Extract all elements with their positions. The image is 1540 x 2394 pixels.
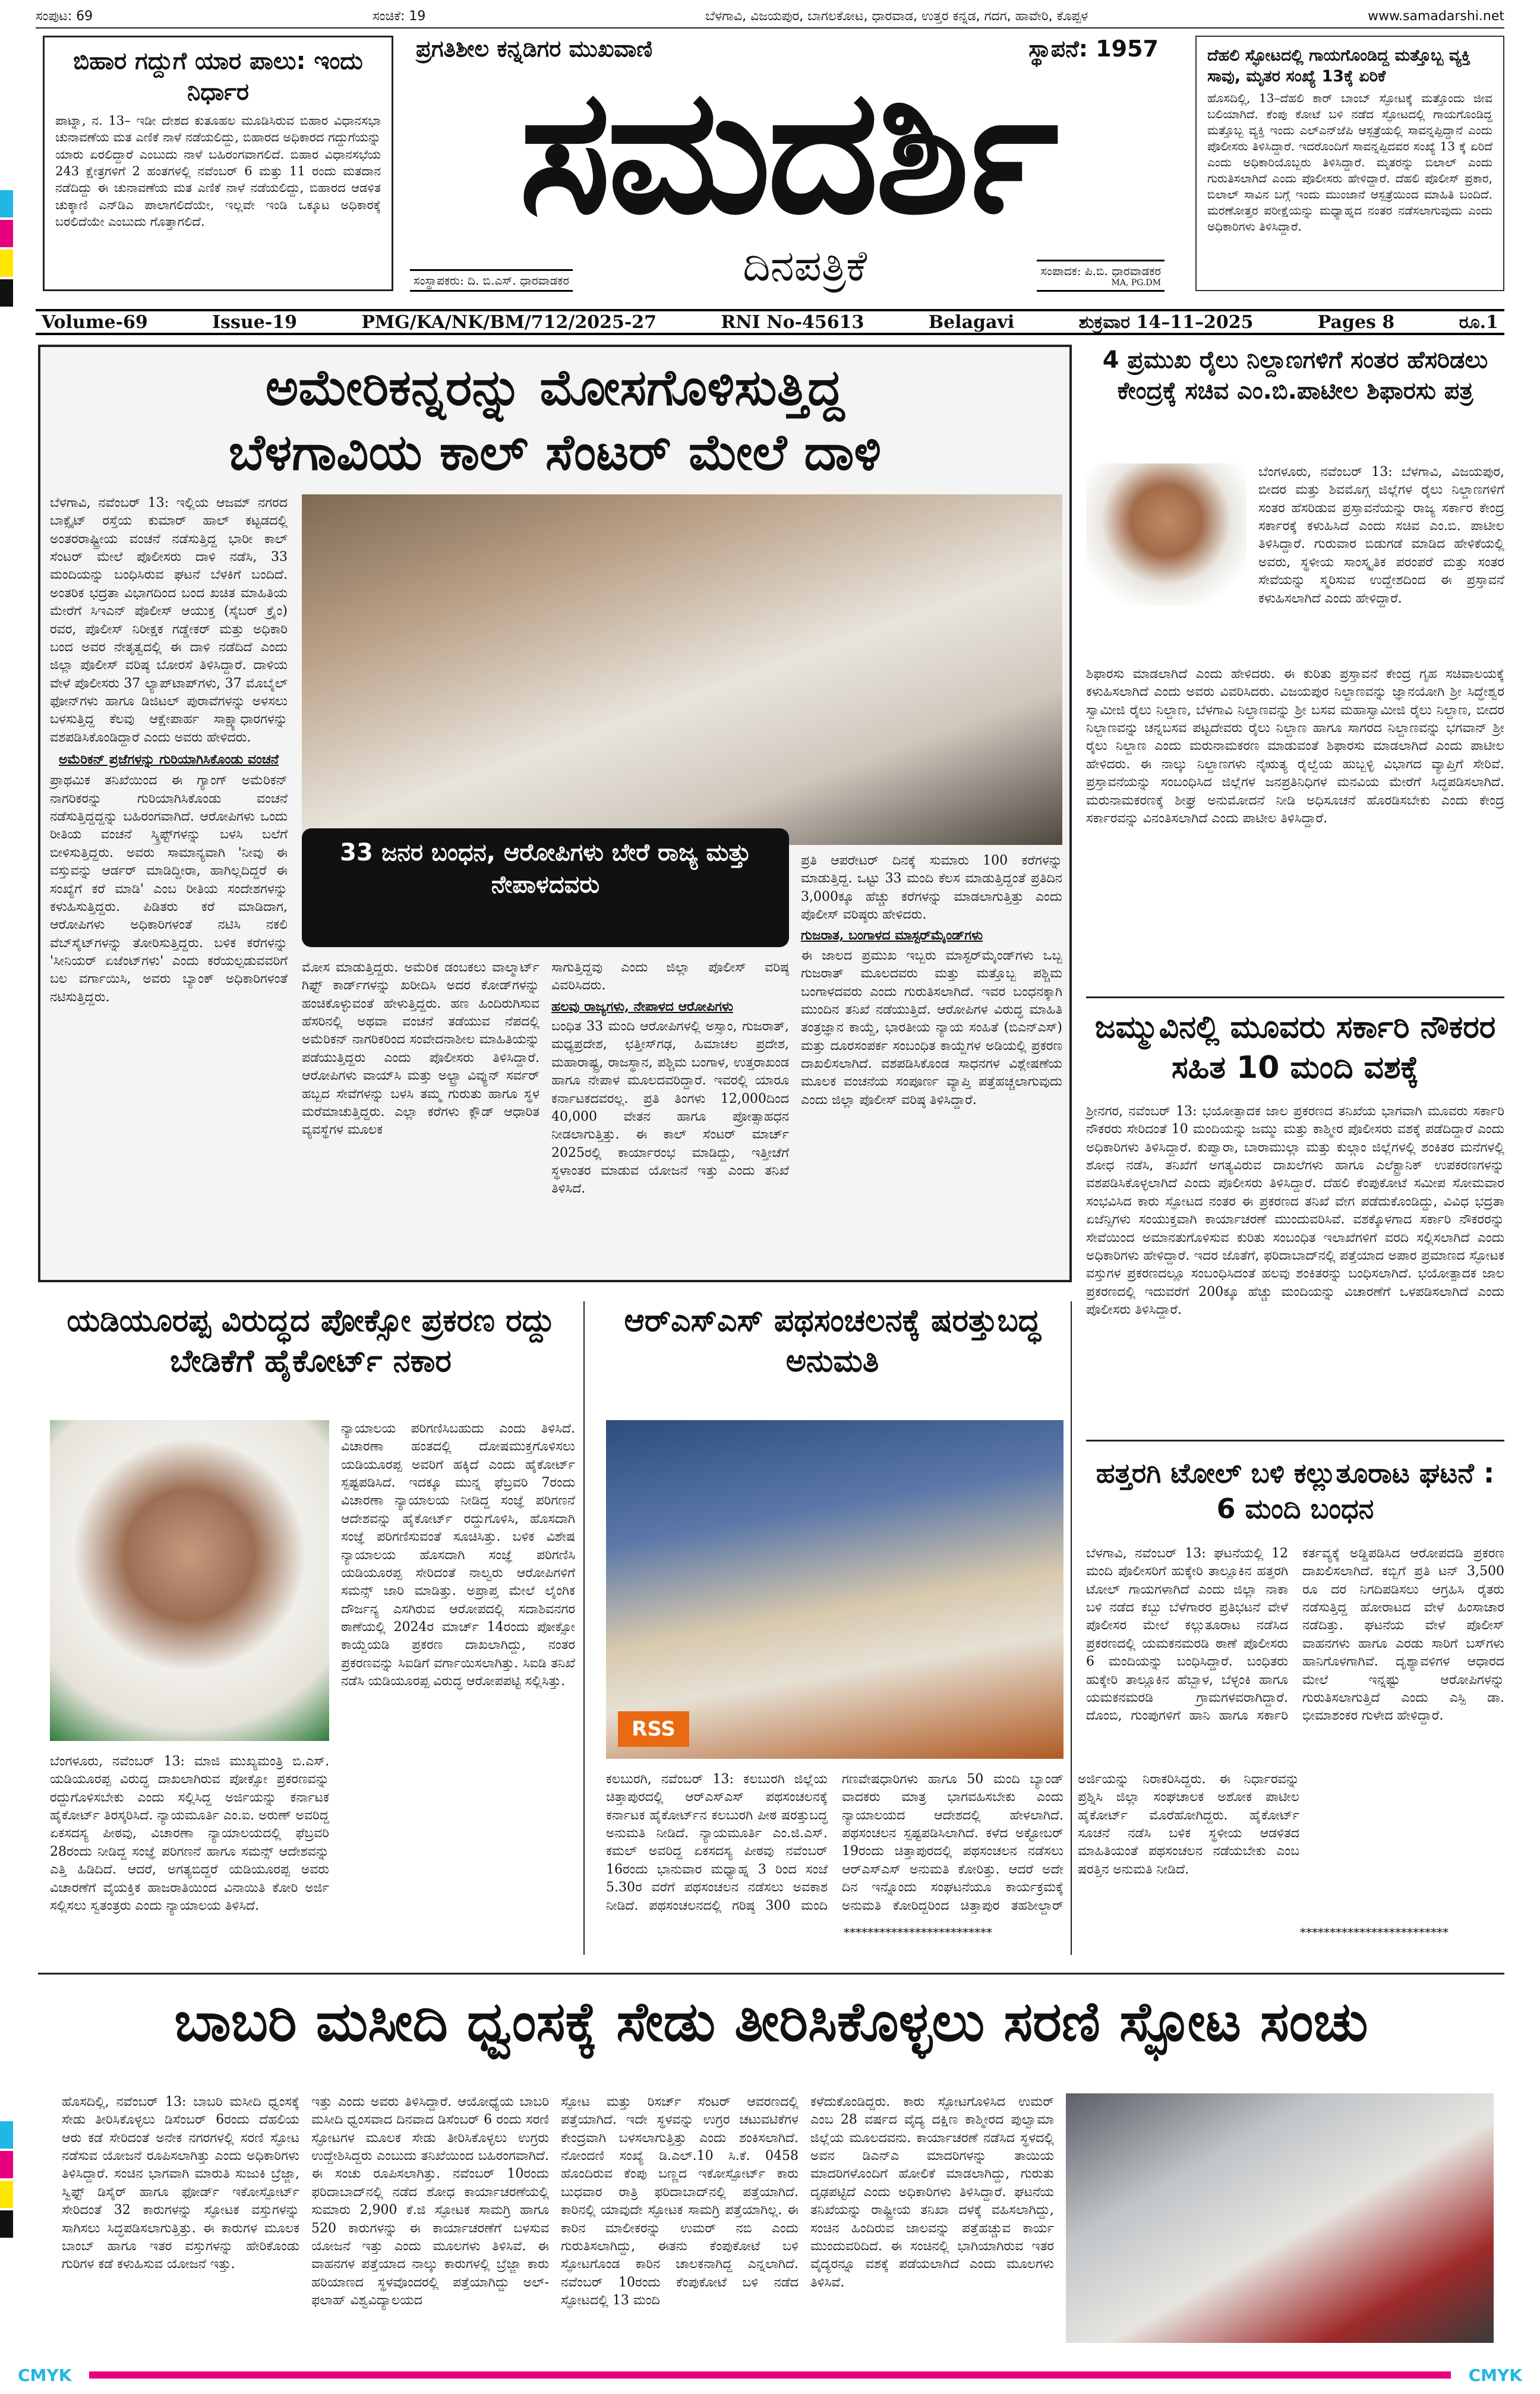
reg-bar-yellow-bottom bbox=[0, 2181, 13, 2208]
toll-story bbox=[1086, 1456, 1504, 1955]
railway-body-top: ಬೆಂಗಳೂರು, ನವೆಂಬರ್ 13: ಬೆಳಗಾವಿ, ವಿಜಯಪುರ, ಬೀದರ ಮತ್ತು ಶಿವಮೊಗ್ಗ ಜಿಲ್ಲೆಗಳ ರೈಲು ನಿಲ್ದಾಣಗಳಿಗೆ ಸಂತರ ಹೆಸರಿಡುವ ಪ್ರಸ್ತಾವನೆಯನ್ನು ರಾಜ್ಯ ಸರ್ಕಾರ ಕೇಂದ್ರ ಸರ್ಕಾರಕ್ಕೆ ಕಳುಹಿಸಿದೆ ಎಂದು ಸಚಿವ ಎಂ.ಬಿ. ಪಾಟೀಲ ತಿಳಿಸಿದ್ದಾರೆ. ಗುರುವಾರ ಬಿಡುಗಡೆ ಮಾಡಿದ ಹೇಳಿಕೆಯಲ್ಲಿ ಅವರು, ಸ್ಥಳೀಯ ಸಾಂಸ್ಕೃತಿಕ ಪರಂಪರೆ ಮತ್ತು ಸಂತರ ಸೇವೆಯನ್ನು ಸ್ಮರಿಸುವ ಉದ್ದೇಶದಿಂದ ಈ ಪ್ರಸ್ತಾವನೆ ಕಳುಹಿಸಲಾಗಿದೆ ಎಂದು ಹೇಳಿದ್ದಾರೆ. bbox=[1258, 465, 1504, 606]
masthead bbox=[410, 36, 1165, 303]
left-teaser-body: ಪಾಟ್ನಾ, ನ. 13– ಇಡೀ ದೇಶದ ಕುತೂಹಲ ಮೂಡಿಸಿರುವ ಬಿಹಾರ ವಿಧಾನಸಭಾ ಚುನಾವಣೆಯ ಮತ ಎಣಿಕೆ ನಾಳೆ ನಡೆಯಲಿದ್ದು, ಬಿಹಾರದ ಅಧಿಕಾರದ ಗದ್ದುಗೆಯನ್ನು ಯಾರು ಏರಲಿದ್ದಾರೆ ಎಂಬುದು ನಾಳೆ ಬಹಿರಂಗವಾಗಲಿದೆ. ಬಿಹಾರ ವಿಧಾನಸಭೆಯ 243 ಕ್ಷೇತ್ರಗಳಿಗೆ 2 ಹಂತಗಳಲ್ಲಿ ನವೆಂಬರ್ 6 ಮತ್ತು 11 ರಂದು ಮತದಾನ ನಡೆದಿದ್ದು ಈ ಚುನಾವಣೆಯ ಮತ ಎಣಿಕೆ ನಾಳೆ ನಡೆಯಲಿದ್ದು, ಬಿಹಾರದ ಆಡಳಿತ ಚುಕ್ಕಾಣಿ ಎನ್‌ಡಿಎ ಪಾಲಾಗಲಿದೆಯೇ, ಇಲ್ಲವೇ ಇಂಡಿ ಒಕ್ಕೂಟ ಅಧಿಕಾರಕ್ಕೆ ಬರಲಿದೆಯೇ ಎಂಬುದು ಗೊತ್ತಾಗಲಿದೆ. bbox=[55, 113, 381, 229]
right-teaser-title: ದೆಹಲಿ ಸ್ಫೋಟದಲ್ಲಿ ಗಾಯಗೊಂಡಿದ್ದ ಮತ್ತೊಬ್ಬ ವ್ಯಕ್ತಿ ಸಾವು, ಮೃತರ ಸಂಖ್ಯೆ 13ಕ್ಕೆ ಏರಿಕೆ bbox=[1207, 46, 1470, 86]
lead-col3-text: ಸಾಗುತ್ತಿದ್ದವು ಎಂದು ಜಿಲ್ಲಾ ಪೊಲೀಸ್ ವರಿಷ್ಠ ವಿವರಿಸಿದರು. bbox=[551, 960, 789, 993]
babri-col-4: ಕಳೆದುಕೊಂಡಿದ್ದರು. ಕಾರು ಸ್ಫೋಟಗೊಳಿಸಿದ ಉಮರ್ ಎಂಬ 28 ವರ್ಷದ ವೈದ್ಯ ದಕ್ಷಿಣ ಕಾಶ್ಮೀರದ ಪುಲ್ವಾಮಾ ಜಿಲ್ಲೆಯ ಮೂಲದವನು. ಕಾರ್ಯಾಚರಣೆ ನಡೆಸಿದ ಸ್ಥಳದಲ್ಲಿ ಅವನ ಡಿಎನ್‌ಎ ಮಾದರಿಗಳನ್ನು ತಾಯಿಯ ಮಾದರಿಗಳೊಂದಿಗೆ ಹೋಲಿಕೆ ಮಾಡಲಾಗಿದ್ದು, ಗುರುತು ದೃಢಪಟ್ಟಿದೆ ಎಂದು ಅಧಿಕಾರಿಗಳು ತಿಳಿಸಿದ್ದಾರೆ. ಘಟನೆಯ ತನಿಖೆಯನ್ನು ರಾಷ್ಟ್ರೀಯ ತನಿಖಾ ದಳಕ್ಕೆ ವಹಿಸಲಾಗಿದ್ದು, ಸಂಚಿನ ಹಿಂದಿರುವ ಜಾಲವನ್ನು ಪತ್ತೆಹಚ್ಚುವ ಕಾರ್ಯ ಮುಂದುವರಿದಿದೆ. ಈ ಸಂಚಿನಲ್ಲಿ ಭಾಗಿಯಾಗಿರುವ ಇತರ ವೈದ್ಯರನ್ನೂ ವಶಕ್ಕೆ ಪಡೆಯಲಾಗಿದೆ ಎಂದು ಮೂಲಗಳು ತಿಳಿಸಿವೆ. bbox=[810, 2095, 1054, 2290]
registration-number: PMG/KA/NK/BM/712/2025-27 bbox=[361, 311, 657, 333]
lead-photo bbox=[302, 494, 1062, 845]
bsy-body-right: ನ್ಯಾಯಾಲಯ ಪರಿಗಣಿಸಿಬಹುದು ಎಂದು ತಿಳಿಸಿದೆ. ವಿಚಾರಣಾ ಹಂತದಲ್ಲಿ ದೋಷಮುಕ್ತಗೊಳಿಸಲು ಯಡಿಯೂರಪ್ಪ ಅವರಿಗೆ ಹಕ್ಕಿದೆ ಎಂದು ಹೈಕೋರ್ಟ್ ಸ್ಪಷ್ಟಪಡಿಸಿದೆ. ಇದಕ್ಕೂ ಮುನ್ನ ಫೆಬ್ರವರಿ 7ರಂದು ವಿಚಾರಣಾ ನ್ಯಾಯಾಲಯ ನೀಡಿದ್ದ ಸಂಜ್ಞೆ ಪರಿಗಣನೆ ಆದೇಶವನ್ನು ಹೈಕೋರ್ಟ್ ರದ್ದುಗೊಳಿಸಿ, ಹೊಸದಾಗಿ ಸಂಜ್ಞೆ ಪರಿಗಣಿಸುವಂತೆ ಸೂಚಿಸಿತ್ತು. ಬಳಿಕ ವಿಶೇಷ ನ್ಯಾಯಾಲಯ ಹೊಸದಾಗಿ ಸಂಜ್ಞೆ ಪರಿಗಣಿಸಿ ಯಡಿಯೂರಪ್ಪ ಸೇರಿದಂತೆ ನಾಲ್ವರು ಆರೋಪಿಗಳಿಗೆ ಸಮನ್ಸ್ ಜಾರಿ ಮಾಡಿತ್ತು. ಅಪ್ರಾಪ್ತ ಮೇಲೆ ಲೈಂಗಿಕ ದೌರ್ಜನ್ಯ ಎಸಗಿರುವ ಆರೋಪದಲ್ಲಿ ಸದಾಶಿವನಗರ ಠಾಣೆಯಲ್ಲಿ 2024ರ ಮಾರ್ಚ್ 14ರಂದು ಪೋಕ್ಸೋ ಕಾಯ್ದೆಯಡಿ ಪ್ರಕರಣ ದಾಖಲಾಗಿದ್ದು, ನಂತರ ಪ್ರಕರಣವನ್ನು ಸಿಐಡಿಗೆ ವರ್ಗಾಯಿಸಲಾಗಿತ್ತು. ಸಿಐಡಿ ತನಿಖೆ ನಡೆಸಿ ಯಡಿಯೂರಪ್ಪ ವಿರುದ್ಧ ಆರೋಪಪಟ್ಟಿ ಸಲ್ಲಿಸಿತ್ತು. bbox=[341, 1421, 576, 1689]
lead-column-4 bbox=[801, 852, 1062, 1273]
reg-bar-magenta-top bbox=[0, 220, 13, 247]
samputa-label: ಸಂಪುಟ: 69 bbox=[36, 8, 93, 24]
babri-blast-photo bbox=[1066, 2093, 1494, 2343]
lead-col4b-text: ಈ ಜಾಲದ ಪ್ರಮುಖ ಇಬ್ಬರು ಮಾಸ್ಟರ್‌ಮೈಂಡ್‌ಗಳು ಒಬ್ಬ ಗುಜರಾತ್ ಮೂಲದವರು ಮತ್ತು ಮತ್ತೊಬ್ಬ ಪಶ್ಚಿಮ ಬಂಗಾಳದವರು ಎಂದು ಗುರುತಿಸಲಾಗಿದೆ. ಇವರ ಬಂಧನಕ್ಕಾಗಿ ಮುಂದಿನ ತನಿಖೆ ನಡೆಯುತ್ತಿದೆ. ಆರೋಪಿಗಳ ವಿರುದ್ಧ ಮಾಹಿತಿ ತಂತ್ರಜ್ಞಾನ ಕಾಯ್ದೆ, ಭಾರತೀಯ ನ್ಯಾಯ ಸಂಹಿತೆ (ಬಿಎನ್‌ಎಸ್) ಮತ್ತು ದೂರಸಂಪರ್ಕ ಸಂಬಂಧಿತ ಕಾಯ್ದೆಗಳ ಅಡಿಯಲ್ಲಿ ಪ್ರಕರಣ ದಾಖಲಿಸಲಾಗಿದೆ. ವಶಪಡಿಸಿಕೊಂಡ ಸಾಧನಗಳ ವಿಶ್ಲೇಷಣೆಯ ಮೂಲಕ ವಂಚನೆಯ ಸಂಪೂರ್ಣ ವ್ಯಾಪ್ತಿ ಪತ್ತೆಹಚ್ಚಲಾಗುವುದು ಎಂದು ಜಿಲ್ಲಾ ಪೊಲೀಸ್ ವರಿಷ್ಠ ತಿಳಿಸಿದ್ದಾರೆ. bbox=[801, 948, 1062, 1108]
reg-bar-magenta-bottom bbox=[0, 2151, 13, 2178]
lead-col3-subhead: ಹಲವು ರಾಜ್ಯಗಳು, ನೇಪಾಳದ ಆರೋಪಿಗಳು bbox=[551, 998, 733, 1014]
masthead-subtitle: ದಿನಪತ್ರಿಕೆ bbox=[743, 241, 867, 291]
lead-col1b-text: ಪ್ರಾಥಮಿಕ ತನಿಖೆಯಿಂದ ಈ ಗ್ಯಾಂಗ್ ಅಮೆರಿಕನ್ ನಾಗರಿಕರನ್ನು ಗುರಿಯಾಗಿಸಿಕೊಂಡು ವಂಚನೆ ನಡೆಸುತ್ತಿದ್ದದ್ದನ್ನು ಬಹಿರಂಗವಾಗಿದೆ. ಆರೋಪಿಗಳು ಒಂದು ರೀತಿಯ ವಂಚನೆ ಸ್ಕ್ರಿಪ್ಟ್‌ಗಳನ್ನು ಬಳಸಿ ಬಲೆಗೆ ಬೀಳಿಸುತ್ತಿದ್ದರು. ಅವರು ಸಾಮಾನ್ಯವಾಗಿ 'ನೀವು ಈ ವಸ್ತುವನ್ನು ಆರ್ಡರ್ ಮಾಡಿದ್ದೀರಾ, ಹಾಗಿಲ್ಲದಿದ್ದರೆ ಈ ಸಂಖ್ಯೆಗೆ ಕರೆ ಮಾಡಿ' ಎಂಬ ರೀತಿಯ ಸಂದೇಶಗಳನ್ನು ಕಳುಹಿಸುತ್ತಿದ್ದರು. ಪಿಡಿತರು ಕರೆ ಮಾಡಿದಾಗ, ಆರೋಪಿಗಳು ಅಧಿಕಾರಿಗಳಂತೆ ನಟಿಸಿ ನಕಲಿ ವೆಬ್‌ಸೈಟ್‌ಗಳನ್ನು ತೋರಿಸುತ್ತಿದ್ದರು. ಬಳಿಕ ಕರೆಗಳನ್ನು 'ಸೀನಿಯರ್ ಏಜೆಂಟ್‌ಗಳು' ಎಂದು ಕರೆಯಲ್ಪಡುವವರಿಗೆ ಬಲ ವರ್ಗಾಯಿಸಿ, ಅವರು ಬ್ಯಾಂಕ್ ಅಧಿಕಾರಿಗಳಂತೆ ನಟಿಸುತ್ತಿದ್ದರು. bbox=[50, 773, 288, 1005]
price-label: ರೂ.1 bbox=[1459, 311, 1498, 333]
lead-story bbox=[38, 345, 1072, 1282]
issue-info-strip bbox=[36, 309, 1504, 335]
railway-body-bottom: ಶಿಫಾರಸು ಮಾಡಲಾಗಿದೆ ಎಂದು ಹೇಳಿದರು. ಈ ಕುರಿತು ಪ್ರಸ್ತಾವನೆ ಕೇಂದ್ರ ಗೃಹ ಸಚಿವಾಲಯಕ್ಕೆ ಕಳುಹಿಸಲಾಗಿದೆ ಎಂದು ಅವರು ವಿವರಿಸಿದರು. ವಿಜಯಪುರ ನಿಲ್ದಾಣವನ್ನು ಜ್ಞಾನಯೋಗಿ ಶ್ರೀ ಸಿದ್ಧೇಶ್ವರ ಸ್ವಾಮೀಜಿ ರೈಲು ನಿಲ್ದಾಣ, ಬೆಳಗಾವಿ ನಿಲ್ದಾಣವನ್ನು ಶ್ರೀ ಬಸವ ಮಹಾಸ್ವಾಮೀಜಿ ರೈಲು ನಿಲ್ದಾಣ, ಬೀದರ ನಿಲ್ದಾಣವನ್ನು ಚನ್ನಬಸವ ಪಟ್ಟದೇವರು ರೈಲು ನಿಲ್ದಾಣ ಹಾಗೂ ಸಾಗರದ ನಿಲ್ದಾಣವನ್ನು ಭಗವಾನ್ ಶ್ರೀ ರೈಲು ನಿಲ್ದಾಣ ಎಂದು ಮರುನಾಮಕರಣ ಮಾಡುವಂತೆ ಶಿಫಾರಸು ಮಾಡಲಾಗಿದೆ ಎಂದು ಪಾಟೀಲ ಹೇಳಿದರು. ಈ ನಾಲ್ಕು ನಿಲ್ದಾಣಗಳು ನೈಋತ್ಯ ರೈಲ್ವೆಯ ಹುಬ್ಬಳ್ಳಿ ವಿಭಾಗದ ವ್ಯಾಪ್ತಿಗೆ ಸೇರಿವೆ. ಪ್ರಸ್ತಾವನೆಯನ್ನು ಸಂಬಂಧಿಸಿದ ಜಿಲ್ಲೆಗಳ ಜನಪ್ರತಿನಿಧಿಗಳ ಮನವಿಯ ಮೇರೆಗೆ ಸಿದ್ಧಪಡಿಸಲಾಗಿದೆ. ಮರುನಾಮಕರಣಕ್ಕೆ ಶೀಘ್ರ ಅನುಮೋದನೆ ನೀಡಿ ಅಧಿಸೂಚನೆ ಹೊರಡಿಸಬೇಕು ಎಂದು ಕೇಂದ್ರ ಸರ್ಕಾರವನ್ನು ವಿನಂತಿಸಲಾಗಿದೆ ಎಂದು ಪಾಟೀಲ ತಿಳಿಸಿದ್ದಾರೆ. bbox=[1086, 667, 1504, 826]
reg-bar-cyan-top bbox=[0, 190, 13, 217]
bsy-story bbox=[38, 1301, 585, 1955]
bsy-headline: ಯಡಿಯೂರಪ್ಪ ವಿರುದ್ಧದ ಪೋಕ್ಸೋ ಪ್ರಕರಣ ರದ್ದು ಬೇಡಿಕೆಗೆ ಹೈಕೋರ್ಟ್ ನಕಾರ bbox=[67, 1303, 555, 1379]
right-teaser-body: ಹೊಸದಿಲ್ಲಿ, 13–ದೆಹಲಿ ಕಾರ್ ಬಾಂಬ್ ಸ್ಫೋಟಕ್ಕೆ ಮತ್ತೊಂದು ಜೀವ ಬಲಿಯಾಗಿದೆ. ಕೆಂಪು ಕೋಟೆ ಬಳಿ ನಡೆದ ಸ್ಫೋಟದಲ್ಲಿ ಗಾಯಗೊಂಡಿದ್ದ ಮತ್ತೊಬ್ಬ ವ್ಯಕ್ತಿ ಇಂದು ಎಲ್‌ಎನ್‌ಜೆಪಿ ಆಸ್ಪತ್ರೆಯಲ್ಲಿ ಸಾವನ್ನಪ್ಪಿದ್ದಾನೆ ಎಂದು ಪೊಲೀಸರು ತಿಳಿಸಿದ್ದಾರೆ. ಇದರೊಂದಿಗೆ ಸಾವನ್ನಪ್ಪಿದವರ ಸಂಖ್ಯೆ 13 ಕ್ಕೆ ಏರಿದೆ ಎಂದು ಅಧಿಕಾರಿಯೊಬ್ಬರು ತಿಳಿಸಿದ್ದಾರೆ. ಮೃತರನ್ನು ಬಿಲಾಲ್ ಎಂದು ಗುರುತಿಸಲಾಗಿದೆ ಎಂದು ಪೊಲೀಸರು ಹೇಳಿದ್ದಾರೆ. ದೆಹಲಿ ಪೊಲೀಸ್ ಪ್ರಕಾರ, ಬಿಲಾಲ್ ಸಾವಿನ ಬಗ್ಗೆ ಇಂದು ಮುಂಜಾನೆ ಆಸ್ಪತ್ರೆಯಿಂದ ಮಾಹಿತಿ ಬಂದಿದೆ. ಮರಣೋತ್ತರ ಪರೀಕ್ಷೆಯನ್ನು ಮಧ್ಯಾಹ್ನದ ನಂತರ ನಡೆಸಲಾಗುವುದು ಎಂದು ಅಧಿಕಾರಿಗಳು ತಿಳಿಸಿದ್ದಾರೆ. bbox=[1207, 91, 1492, 234]
sanchike-label: ಸಂಚಿಕೆ: 19 bbox=[373, 8, 426, 24]
rni-number: RNI No-45613 bbox=[721, 311, 864, 333]
patil-portrait bbox=[1086, 463, 1246, 606]
editor-credit: ಸಂಪಾದಕ: ಪಿ.ಬಿ. ಧಾರವಾಡಕರ bbox=[1040, 264, 1161, 278]
founder-credit: ಸಂಸ್ಥಾಪಕರು: ದಿ. ಬಿ.ಎಸ್. ಧಾರವಾಡಕರ bbox=[410, 269, 573, 292]
jammu-headline: ಜಮ್ಮುವಿನಲ್ಲಿ ಮೂವರು ಸರ್ಕಾರಿ ನೌಕರರ ಸಹಿತ 10 ಮಂದಿ ವಶಕ್ಕೆ bbox=[1094, 1010, 1496, 1086]
lead-headline-line1: ಅಮೇರಿಕನ್ನರನ್ನು ಮೋಸಗೊಳಿಸುತ್ತಿದ್ದ bbox=[265, 358, 845, 417]
rss-body: ಕಲಬುರಗಿ, ನವೆಂಬರ್ 13: ಕಲಬುರಗಿ ಜಿಲ್ಲೆಯ ಚಿತ್ತಾಪುರದಲ್ಲಿ ಆರ್‌ಎಸ್‌ಎಸ್ ಪಥಸಂಚಲನಕ್ಕೆ ಕರ್ನಾಟಕ ಹೈಕೋರ್ಟ್‌ನ ಕಲಬುರಗಿ ಪೀಠ ಷರತ್ತುಬದ್ಧ ಅನುಮತಿ ನೀಡಿದೆ. ನ್ಯಾಯಮೂರ್ತಿ ಎಂ.ಜಿ.ಎಸ್. ಕಮಲ್ ಅವರಿದ್ದ ಏಕಸದಸ್ಯ ಪೀಠವು ನವೆಂಬರ್ 16ರಂದು ಭಾನುವಾರ ಮಧ್ಯಾಹ್ನ 3 ರಿಂದ ಸಂಜೆ 5.30ರ ವರೆಗೆ ಪಥಸಂಚಲನ ನಡೆಸಲು ಅವಕಾಶ ನೀಡಿದೆ. ಪಥಸಂಚಲನದಲ್ಲಿ ಗರಿಷ್ಠ 300 ಮಂದಿ ಗಣವೇಷಧಾರಿಗಳು ಹಾಗೂ 50 ಮಂದಿ ಬ್ಯಾಂಡ್ ವಾದಕರು ಮಾತ್ರ ಭಾಗವಹಿಸಬೇಕು ಎಂದು ನ್ಯಾಯಾಲಯದ ಆದೇಶದಲ್ಲಿ ಹೇಳಲಾಗಿದೆ. ಪಥಸಂಚಲನ ಸ್ಪಷ್ಟಪಡಿಸಿಲಾಗಿದೆ. ಕಳೆದ ಅಕ್ಟೋಬರ್ 19ರಂದು ಚಿತ್ತಾಪುರದಲ್ಲಿ ಪಥಸಂಚಲನ ನಡೆಸಲು ಆರ್‌ಎಸ್‌ಎಸ್ ಅನುಮತಿ ಕೋರಿತ್ತು. ಆದರೆ ಅದೇ ದಿನ ಇನ್ನೊಂದು ಸಂಘಟನೆಯೂ ಕಾರ್ಯಕ್ರಮಕ್ಕೆ ಅನುಮತಿ ಕೋರಿದ್ದರಿಂದ ಚಿತ್ತಾಪುರ ತಹಶೀಲ್ದಾರ್ ಅರ್ಜಿಯನ್ನು ನಿರಾಕರಿಸಿದ್ದರು. ಈ ನಿರ್ಧಾರವನ್ನು ಪ್ರಶ್ನಿಸಿ ಜಿಲ್ಲಾ ಸಂಘಚಾಲಕ ಅಶೋಕ ಪಾಟೀಲ ಹೈಕೋರ್ಟ್ ಮೊರೆಹೋಗಿದ್ದರು. ಹೈಕೋರ್ಟ್ ಸೂಚನೆ ನಡೆಸಿ ಬಳಿಕ ಸ್ಥಳೀಯ ಆಡಳಿತದ ಮಾಹಿತಿಯಂತೆ ಪಥಸಂಚಲನ ನಡೆಯಬೇಕು ಎಂಬ ಷರತ್ತಿನ ಅನುಮತಿ ನೀಡಿದೆ. bbox=[606, 1772, 1299, 1913]
lead-column-1 bbox=[50, 494, 288, 1273]
rss-stars: ************************* bbox=[844, 1925, 992, 1939]
website-url[interactable]: www.samadarshi.net bbox=[1368, 8, 1504, 24]
bsy-body-bottom: ಬೆಂಗಳೂರು, ನವೆಂಬರ್ 13: ಮಾಜಿ ಮುಖ್ಯಮಂತ್ರಿ ಬಿ.ಎಸ್. ಯಡಿಯೂರಪ್ಪ ವಿರುದ್ಧ ದಾಖಲಾಗಿರುವ ಪೋಕ್ಸೋ ಪ್ರಕರಣವನ್ನು ರದ್ದುಗೊಳಿಸಬೇಕು ಎಂದು ಸಲ್ಲಿಸಿದ್ದ ಅರ್ಜಿಯನ್ನು ಕರ್ನಾಟಕ ಹೈಕೋರ್ಟ್ ತಿರಸ್ಕರಿಸಿದೆ. ನ್ಯಾಯಮೂರ್ತಿ ಎಂ.ಐ. ಅರುಣ್ ಅವರಿದ್ದ ಏಕಸದಸ್ಯ ಪೀಠವು, ವಿಚಾರಣಾ ನ್ಯಾಯಾಲಯದಲ್ಲಿ ಫೆಬ್ರವರಿ 28ರಂದು ನೀಡಿದ್ದ ಸಂಜ್ಞೆ ಪರಿಗಣನೆ ಹಾಗೂ ಸಮನ್ಸ್ ಆದೇಶವನ್ನು ಎತ್ತಿ ಹಿಡಿದಿದೆ. ಆದರೆ, ಅಗತ್ಯಬಿದ್ದರೆ ಯಡಿಯೂರಪ್ಪ ಅವರು ವಿಚಾರಣೆಗೆ ವೈಯಕ್ತಿಕ ಹಾಜರಾತಿಯಿಂದ ವಿನಾಯಿತಿ ಕೋರಿ ಅರ್ಜಿ ಸಲ್ಲಿಸಲು ಸ್ವತಂತ್ರರು ಎಂದು ನ್ಯಾಯಾಲಯ ತಿಳಿಸಿದೆ. bbox=[50, 1754, 329, 1913]
toll-stars: ************************* bbox=[1300, 1925, 1449, 1939]
babri-col-2: ಇತ್ತು ಎಂದು ಅವರು ತಿಳಿಸಿದ್ದಾರೆ. ಆಯೋಧ್ಯೆಯ ಬಾಬರಿ ಮಸೀದಿ ಧ್ವಂಸವಾದ ದಿನವಾದ ಡಿಸೆಂಬರ್ 6 ರಂದು ಸರಣಿ ಸ್ಫೋಟಗಳ ಮೂಲಕ ಸೇಡು ತೀರಿಸಿಕೊಳ್ಳಲು ಉಗ್ರರು ಉದ್ದೇಶಿಸಿದ್ದರು ಎಂಬುದು ತನಿಖೆಯಿಂದ ಬಹಿರಂಗವಾಗಿದೆ. ಈ ಸಂಚು ರೂಪಿಸಲಾಗಿತ್ತು. ನವೆಂಬರ್ 10ರಂದು ಫರಿದಾಬಾದ್‌ನಲ್ಲಿ ನಡೆದ ಶೋಧ ಕಾರ್ಯಾಚರಣೆಯಲ್ಲಿ ಸುಮಾರು 2,900 ಕೆ.ಜಿ ಸ್ಫೋಟಕ ಸಾಮಗ್ರಿ ಹಾಗೂ 520 ಕಾರುಗಳನ್ನು ಈ ಕಾರ್ಯಾಚರಣೆಗೆ ಬಳಸುವ ಯೋಜನೆ ಇತ್ತು ಎಂದು ಮೂಲಗಳು ತಿಳಿಸಿವೆ. ಈ ವಾಹನಗಳ ಪತ್ತೆಯಾದ ನಾಲ್ಕು ಕಾರುಗಳಲ್ಲಿ ಬ್ರೆಜ್ಜಾ ಕಾರು ಹರಿಯಾಣದ ಸ್ಥಳವೊಂದರಲ್ಲಿ ಪತ್ತೆಯಾಗಿದ್ದು ಅಲ್-ಫಲಾಹ್ ವಿಶ್ವವಿದ್ಯಾಲಯದ bbox=[311, 2095, 549, 2308]
footer-magenta-rule bbox=[89, 2371, 1450, 2379]
toll-headline: ಹತ್ತರಗಿ ಟೋಲ್ ಬಳಿ ಕಲ್ಲುತೂರಾಟ ಘಟನೆ : 6 ಮಂದಿ ಬಂಧನ bbox=[1096, 1457, 1495, 1525]
pages-label: Pages 8 bbox=[1317, 311, 1395, 333]
babri-col-3: ಸ್ಫೋಟ ಮತ್ತು ರಿಸರ್ಚ್ ಸೆಂಟರ್ ಆವರಣದಲ್ಲಿ ಪತ್ತೆಯಾಗಿದೆ. ಇದೇ ಸ್ಥಳವನ್ನು ಉಗ್ರರ ಚಟುವಟಿಕೆಗಳ ಕೇಂದ್ರವಾಗಿ ಬಳಸಲಾಗುತ್ತಿತ್ತು ಎಂದು ಶಂಕಿಸಲಾಗಿದೆ. ನೋಂದಣಿ ಸಂಖ್ಯೆ ಡಿ.ಎಲ್.10 ಸಿ.ಕೆ. 0458 ಹೊಂದಿರುವ ಕೆಂಪು ಬಣ್ಣದ ಇಕೋಸ್ಪೋರ್ಟ್ ಕಾರು ಬುಧವಾರ ರಾತ್ರಿ ಫರಿದಾಬಾದ್‌ನಲ್ಲಿ ಪತ್ತೆಯಾಗಿದೆ. ಕಾರಿನಲ್ಲಿ ಯಾವುದೇ ಸ್ಫೋಟಕ ಸಾಮಗ್ರಿ ಪತ್ತೆಯಾಗಿಲ್ಲ. ಈ ಕಾರಿನ ಮಾಲೀಕರನ್ನು ಉಮರ್ ನಬಿ ಎಂದು ಗುರುತಿಸಲಾಗಿದ್ದು, ಈತನು ಕೆಂಪುಕೋಟೆ ಬಳಿ ಸ್ಫೋಟಗೊಂಡ ಕಾರಿನ ಚಾಲಕನಾಗಿದ್ದ ಎನ್ನಲಾಗಿದೆ. ನವೆಂಬರ್ 10ರಂದು ಕೆಂಪುಕೋಟೆ ಬಳಿ ನಡೆದ ಸ್ಫೋಟದಲ್ಲಿ 13 ಮಂದಿ bbox=[561, 2095, 799, 2308]
babri-headline: ಬಾಬರಿ ಮಸೀದಿ ಧ್ವಂಸಕ್ಕೆ ಸೇಡು ತೀರಿಸಿಕೊಳ್ಳಲು ಸರಣಿ ಸ್ಫೋಟ ಸಂಚು bbox=[174, 1990, 1368, 2054]
edition-cities: ಬೆಳಗಾವಿ, ವಿಜಯಪುರ, ಬಾಗಲಕೋಟ, ಧಾರವಾಡ, ಉತ್ತರ ಕನ್ನಡ, ಗದಗ, ಹಾವೇರಿ, ಕೊಪ್ಪಳ bbox=[705, 8, 1088, 24]
lead-column-2: ಮೋಸ ಮಾಡುತ್ತಿದ್ದರು. ಅಮೆರಿಕ ಡಂಬಕಲು ವಾಲ್ಮಾರ್ಟ್ ಗಿಫ್ಟ್ ಕಾರ್ಡ್‌ಗಳನ್ನು ಖರೀದಿಸಿ ಅದರ ಕೋಡ್‌ಗಳನ್ನು ಹಂಚಿಕೊಳ್ಳುವಂತೆ ಹೇಳುತ್ತಿದ್ದರು. ಹಣ ಹಿಂದಿರುಗಿಸುವ ಹೆಸರಿನಲ್ಲಿ ಅಥವಾ ವಂಚನೆ ತಡೆಯುವ ನೆಪದಲ್ಲಿ ಅಮೆರಿಕನ್ ನಾಗರಿಕರಿಂದ ಸಂವೇದನಾಶೀಲ ಮಾಹಿತಿಯನ್ನು ಪಡೆಯುತ್ತಿದ್ದರು ಎಂದು ಪೊಲೀಸರು ತಿಳಿಸಿದ್ದಾರೆ. ಆರೋಪಿಗಳು ವಾಯ್‌ಸಿ ಮತ್ತು ಅಲ್ಟ್ರಾ ವಿವ್ಯುನ್ ಸರ್ವರ್ ಹಬ್ಬದ ಸೇವೆಗಳನ್ನು ಬಳಸಿ ತಮ್ಮ ಗುರುತು ಹಾಗೂ ಸ್ಥಳ ಮರೆಮಾಚುತ್ತಿದ್ದರು. ಎಲ್ಲಾ ಕರೆಗಳು ಕ್ಲೌಡ್ ಆಧಾರಿತ ವ್ಯವಸ್ಥೆಗಳ ಮೂಲಕ bbox=[302, 960, 539, 1138]
rss-flag-badge: RSS bbox=[618, 1711, 689, 1747]
lead-photo-caption: 33 ಜನರ ಬಂಧನ, ಆರೋಪಿಗಳು ಬೇರೆ ರಾಜ್ಯ ಮತ್ತು ನೇಪಾಳದವರು bbox=[302, 828, 789, 947]
lead-col1-subhead: ಅಮೆರಿಕನ್ ಪ್ರಜೆಗಳನ್ನು ಗುರಿಯಾಗಿಸಿಕೊಂಡು ವಂಚನೆ bbox=[58, 752, 279, 768]
reg-bar-yellow-top bbox=[0, 250, 13, 277]
place-label: Belagavi bbox=[928, 311, 1015, 333]
footer-bar bbox=[0, 2360, 1540, 2390]
lead-col3b-text: ಬಂಧಿತ 33 ಮಂದಿ ಆರೋಪಿಗಳಲ್ಲಿ ಅಸ್ಸಾಂ, ಗುಜರಾತ್, ಮಧ್ಯಪ್ರದೇಶ, ಛತ್ತೀಸ್‌ಗಢ, ಹಿಮಾಚಲ ಪ್ರದೇಶ, ಮಹಾರಾಷ್ಟ್ರ, ರಾಜಸ್ಥಾನ, ಪಶ್ಚಿಮ ಬಂಗಾಳ, ಉತ್ತರಾಖಂಡ ಹಾಗೂ ನೇಪಾಳ ಮೂಲದವರಿದ್ದಾರೆ. ಇವರಲ್ಲಿ ಯಾರೂ ಕರ್ನಾಟಕದವರಲ್ಲ. ಪ್ರತಿ ತಿಂಗಳು 12,000ದಿಂದ 40,000 ವೇತನ ಹಾಗೂ ಪ್ರೋತ್ಸಾಹಧನ ನೀಡಲಾಗುತ್ತಿತ್ತು. ಈ ಕಾಲ್ ಸೆಂಟರ್ ಮಾರ್ಚ್ 2025ರಲ್ಲಿ ಕಾರ್ಯಾರಂಭ ಮಾಡಿದ್ದು, ಇತ್ತೀಚೆಗೆ ಸ್ಥಳಾಂತರ ಮಾಡುವ ಯೋಜನೆ ಇತ್ತು ಎಂದು ತನಿಖೆ ತಿಳಿಸಿದೆ. bbox=[551, 1019, 789, 1197]
toll-body: ಬೆಳಗಾವಿ, ನವೆಂಬರ್ 13: ಘಟನೆಯಲ್ಲಿ 12 ಮಂದಿ ಪೊಲೀಸರಿಗೆ ಹುಕ್ಕೇರಿ ತಾಲ್ಲೂಕಿನ ಹತ್ತರಗಿ ಟೋಲ್ ಗಾಯಗಳಾಗಿದೆ ಎಂದು ಜಿಲ್ಲಾ ನಾಕಾ ಬಳಿ ನಡೆದ ಕಬ್ಬು ಬೆಳೆಗಾರರ ಪ್ರತಿಭಟನೆ ವೇಳೆ ಪೊಲೀಸರ ಮೇಲೆ ಕಲ್ಲುತೂರಾಟ ನಡೆಸಿದ ಪ್ರಕರಣದಲ್ಲಿ ಯಮಕನಮರಡಿ ಠಾಣೆ ಪೊಲೀಸರು 6 ಮಂದಿಯನ್ನು ಬಂಧಿಸಿದ್ದಾರೆ. ಬಂಧಿತರು ಹುಕ್ಕೇರಿ ತಾಲ್ಲೂಕಿನ ಹೆಬ್ಬಾಳ, ಬೆಳ್ಳಂಕಿ ಹಾಗೂ ಯಮಕನಮರಡಿ ಗ್ರಾಮಗಳವರಾಗಿದ್ದಾರೆ. ದೊಂಬಿ, ಗುಂಪುಗಳಿಗೆ ಹಾನಿ ಹಾಗೂ ಸರ್ಕಾರಿ ಕರ್ತವ್ಯಕ್ಕೆ ಅಡ್ಡಿಪಡಿಸಿದ ಆರೋಪದಡಿ ಪ್ರಕರಣ ದಾಖಲಿಸಲಾಗಿದೆ. ಕಬ್ಬಿಗೆ ಪ್ರತಿ ಟನ್ 3,500 ರೂ ದರ ನಿಗದಿಪಡಿಸಲು ಆಗ್ರಹಿಸಿ ರೈತರು ನಡೆಸುತ್ತಿದ್ದ ಹೋರಾಟದ ವೇಳೆ ಹಿಂಸಾಚಾರ ನಡೆದಿತ್ತು. ಘಟನೆಯ ವೇಳೆ ಪೊಲೀಸ್ ವಾಹನಗಳು ಹಾಗೂ ಎರಡು ಸಾರಿಗೆ ಬಸ್‌ಗಳು ಹಾನಿಗೊಳಗಾಗಿವೆ. ದೃಶ್ಯಾವಳಿಗಳ ಆಧಾರದ ಮೇಲೆ ಇನ್ನಷ್ಟು ಆರೋಪಿಗಳನ್ನು ಗುರುತಿಸಲಾಗುತ್ತಿದೆ ಎಂದು ಎಸ್ಪಿ ಡಾ. ಭೀಮಾಶಂಕರ ಗುಳೇದ ಹೇಳಿದ್ದಾರೆ. bbox=[1086, 1546, 1504, 1724]
lead-headline-line2: ಬೆಳಗಾವಿಯ ಕಾಲ್ ಸೆಂಟರ್ ಮೇಲೆ ದಾಳಿ bbox=[228, 423, 882, 482]
lead-col4-subhead: ಗುಜರಾತ, ಬಂಗಾಳದ ಮಾಸ್ಟರ್‌ಮೈಂಡ್‌ಗಳು bbox=[801, 928, 983, 944]
lead-col1-text: ಬೆಳಗಾವಿ, ನವೆಂಬರ್ 13: ಇಲ್ಲಿಯ ಆಜಮ್ ನಗರದ ಬಾಕ್ಸೈಟ್ ರಸ್ತೆಯ ಕುಮಾರ್ ಹಾಲ್ ಕಟ್ಟಡದಲ್ಲಿ ಅಂತರರಾಷ್ಟ್ರೀಯ ವಂಚನೆ ನಡೆಸುತ್ತಿದ್ದ ಭಾರೀ ಕಾಲ್ ಸೆಂಟರ್ ಮೇಲೆ ಪೊಲೀಸರು ದಾಳಿ ನಡೆಸಿ, 33 ಮಂದಿಯನ್ನು ಬಂಧಿಸಿರುವ ಘಟನೆ ಬೆಳಕಿಗೆ ಬಂದಿದೆ. ಅಂತರಿಕ ಭದ್ರತಾ ವಿಭಾಗದಿಂದ ಬಂದ ಖಚಿತ ಮಾಹಿತಿಯ ಮೇರೆಗೆ ಸಿಇಎನ್ ಪೊಲೀಸ್ ಆಯುಕ್ತ (ಸೈಬರ್ ಕ್ರೈಂ) ರವರ, ಪೊಲೀಸ್ ನಿರೀಕ್ಷಕ ಗಡ್ಡೇಕರ್ ಮತ್ತು ಅಧಿಕಾರಿ ಬಂದ ಅವರ ನೇತೃತ್ವದಲ್ಲಿ ಈ ದಾಳಿ ನಡೆದಿದೆ ಎಂದು ಜಿಲ್ಲಾ ಪೊಲೀಸ್ ವರಿಷ್ಠ ಬೋರಸೆ ತಿಳಿಸಿದ್ದಾರೆ. ದಾಳಿಯ ವೇಳೆ ಪೊಲೀಸರು 37 ಲ್ಯಾಪ್‌ಟಾಪ್‌ಗಳು, 37 ಮೊಬೈಲ್ ಫೋನ್‌ಗಳು ಹಾಗೂ ಡಿಜಿಟಲ್ ಪುರಾವೆಗಳನ್ನು ಅಳಸಲು ಬಳಸುತ್ತಿದ್ದ ಕೆಲವು ಆಕ್ಷೇಪಾರ್ಹ ಸಾಕ್ಷ್ಯಾಧಾರಗಳನ್ನು ವಶಪಡಿಸಿಕೊಂಡಿದ್ದಾರೆ ಎಂದು ಅವರು ಹೇಳಿದರು. bbox=[50, 496, 288, 745]
editor-degree: MA, PG.DM bbox=[1111, 278, 1161, 288]
babri-story bbox=[38, 1973, 1504, 2353]
reg-bar-black-bottom bbox=[0, 2210, 13, 2238]
volume-label: Volume-69 bbox=[42, 311, 148, 333]
right-teaser-box bbox=[1195, 36, 1504, 291]
rss-photo bbox=[606, 1420, 1064, 1759]
jammu-body: ಶ್ರೀನಗರ, ನವೆಂಬರ್ 13: ಭಯೋತ್ಪಾದಕ ಜಾಲ ಪ್ರಕರಣದ ತನಿಖೆಯ ಭಾಗವಾಗಿ ಮೂವರು ಸರ್ಕಾರಿ ನೌಕರರು ಸೇರಿದಂತೆ 10 ಮಂದಿಯನ್ನು ಜಮ್ಮು ಮತ್ತು ಕಾಶ್ಮೀರ ಪೊಲೀಸರು ವಶಕ್ಕೆ ಪಡೆದಿದ್ದಾರೆ ಎಂದು ಅಧಿಕಾರಿಗಳು ತಿಳಿಸಿದ್ದಾರೆ. ಕುಪ್ವಾರಾ, ಬಾರಾಮುಲ್ಲಾ ಮತ್ತು ಕುಲ್ಗಾಂ ಜಿಲ್ಲೆಗಳಲ್ಲಿ ಶಂಕಿತರ ಮನೆಗಳಲ್ಲಿ ಶೋಧ ನಡೆಸಿ, ತನಿಖೆಗೆ ಅಗತ್ಯವಿರುವ ದಾಖಲೆಗಳು ಹಾಗೂ ಎಲೆಕ್ಟ್ರಾನಿಕ್ ಉಪಕರಣಗಳನ್ನು ವಶಪಡಿಸಿಕೊಳ್ಳಲಾಗಿದೆ ಎಂದು ಪೊಲೀಸರು ತಿಳಿಸಿದ್ದಾರೆ. ದೆಹಲಿ ಕೆಂಪುಕೋಟೆ ಸಮೀಪ ಸೋಮವಾರ ಸಂಭವಿಸಿದ ಕಾರು ಸ್ಫೋಟದ ನಂತರ ಈ ಪ್ರಕರಣದ ತನಿಖೆ ವೇಗ ಪಡೆದುಕೊಂಡಿದ್ದು, ವಿವಿಧ ಭದ್ರತಾ ಏಜೆನ್ಸಿಗಳು ಸಂಯುಕ್ತವಾಗಿ ಕಾರ್ಯಾಚರಣೆ ಮುಂದುವರಿಸಿವೆ. ವಶಕ್ಕೊಳಗಾದ ಸರ್ಕಾರಿ ನೌಕರರನ್ನು ಸೇವೆಯಿಂದ ಅಮಾನತುಗೊಳಿಸುವ ಕುರಿತು ಸಂಬಂಧಿತ ಇಲಾಖೆಗಳಿಗೆ ವರದಿ ಸಲ್ಲಿಸಲಾಗಿದೆ ಎಂದು ಅಧಿಕಾರಿಗಳು ಹೇಳಿದ್ದಾರೆ. ಇದರ ಜೊತೆಗೆ, ಫರಿದಾಬಾದ್‌ನಲ್ಲಿ ಪತ್ತೆಯಾದ ಅಪಾರ ಪ್ರಮಾಣದ ಸ್ಫೋಟಕ ವಸ್ತುಗಳ ಪ್ರಕರಣದಲ್ಲೂ ಸಂಬಂಧಿಸಿದಂತೆ ಹಲವು ಶಂಕಿತರನ್ನು ಬಂಧಿಸಲಾಗಿದೆ. ಭಯೋತ್ಪಾದಕ ಜಾಲ ಪ್ರಕರಣದಲ್ಲಿ ಇದುವರೆಗೆ 200ಕ್ಕೂ ಹೆಚ್ಚು ಮಂದಿಯನ್ನು ವಿಚಾರಣೆಗೆ ಒಳಪಡಿಸಲಾಗಿದೆ ಎಂದು ಪೊಲೀಸರು ತಿಳಿಸಿದ್ದಾರೆ. bbox=[1086, 1104, 1504, 1317]
rss-headline: ಆರ್‌ಎಸ್‌ಎಸ್ ಪಥಸಂಚಲನಕ್ಕೆ ಷರತ್ತುಬದ್ಧ ಅನುಮತಿ bbox=[624, 1303, 1041, 1379]
date-label: ಶುಕ್ರವಾರ 14–11–2025 bbox=[1078, 311, 1254, 333]
masthead-tagline: ಪ್ರಗತಿಶೀಲ ಕನ್ನಡಿಗರ ಮುಖವಾಣಿ bbox=[416, 36, 653, 62]
railway-headline: 4 ಪ್ರಮುಖ ರೈಲು ನಿಲ್ದಾಣಗಳಿಗೆ ಸಂತರ ಹೆಸರಿಡಲು ಕೇಂದ್ರಕ್ಕೆ ಸಚಿವ ಎಂ.ಬಿ.ಪಾಟೀಲ ಶಿಫಾರಸು ಪತ್ರ bbox=[1102, 346, 1488, 405]
jammu-story bbox=[1086, 1008, 1504, 1442]
cmyk-left: CMYK bbox=[18, 2365, 72, 2385]
masthead-title: ಸಮದರ್ಶಿ bbox=[519, 52, 1056, 252]
issue-label: Issue-19 bbox=[212, 311, 298, 333]
top-info-line bbox=[36, 5, 1504, 29]
cmyk-right: CMYK bbox=[1468, 2365, 1522, 2385]
reg-bar-cyan-bottom bbox=[0, 2121, 13, 2149]
left-teaser-box bbox=[43, 36, 393, 291]
lead-column-3 bbox=[551, 959, 789, 1273]
left-teaser-title: ಬಿಹಾರ ಗದ್ದುಗೆ ಯಾರ ಪಾಲು: ಇಂದು ನಿರ್ಧಾರ bbox=[73, 48, 363, 106]
lead-col4-text: ಪ್ರತಿ ಆಪರೇಟರ್ ದಿನಕ್ಕೆ ಸುಮಾರು 100 ಕರೆಗಳನ್ನು ಮಾಡುತ್ತಿದ್ದ. ಒಟ್ಟು 33 ಮಂದಿ ಕೆಲಸ ಮಾಡುತ್ತಿದ್ದಂತೆ ಪ್ರತಿದಿನ 3,000ಕ್ಕೂ ಹೆಚ್ಚು ಕರೆಗಳನ್ನು ಮಾಡಲಾಗುತ್ತಿತ್ತು ಎಂದು ಪೊಲೀಸ್ ವರಿಷ್ಠರು ಹೇಳಿದರು. bbox=[801, 853, 1062, 923]
masthead-established: ಸ್ಥಾಪನೆ: 1957 bbox=[1028, 36, 1159, 62]
babri-col-1: ಹೊಸದಿಲ್ಲಿ, ನವೆಂಬರ್ 13: ಬಾಬರಿ ಮಸೀದಿ ಧ್ವಂಸಕ್ಕೆ ಸೇಡು ತೀರಿಸಿಕೊಳ್ಳಲು ಡಿಸೆಂಬರ್ 6ರಂದು ದೆಹಲಿಯ ಆರು ಕಡೆ ಸೇರಿದಂತೆ ಅನೇಕ ನಗರಗಳಲ್ಲಿ ಸರಣಿ ಸ್ಫೋಟ ನಡೆಸುವ ಯೋಜನೆ ರೂಪಿಸಲಾಗಿತ್ತು ಎಂದು ಅಧಿಕಾರಿಗಳು ತಿಳಿಸಿದ್ದಾರೆ. ಸಂಚಿನ ಭಾಗವಾಗಿ ಮಾರುತಿ ಸುಜುಕಿ ಬ್ರೆಜ್ಜಾ, ಸ್ವಿಫ್ಟ್ ಡಿಸೈರ್ ಹಾಗೂ ಫೋರ್ಡ್ ಇಕೋಸ್ಪೋರ್ಟ್ ಸೇರಿದಂತೆ 32 ಕಾರುಗಳನ್ನು ಸ್ಫೋಟಕ ವಸ್ತುಗಳನ್ನು ಸಾಗಿಸಲು ಸಿದ್ಧಪಡಿಸಲಾಗುತ್ತಿತ್ತು. ಈ ಕಾರುಗಳ ಮೂಲಕ ಬಾಂಬ್ ಹಾಗೂ ಇತರ ವಸ್ತುಗಳನ್ನು ಹೇರಿಕೊಂಡು ಗುರಿಗಳ ಕಡೆ ಕಳುಹಿಸುವ ಯೋಜನೆ ಇತ್ತು. bbox=[62, 2095, 299, 2272]
bsy-photo bbox=[50, 1420, 329, 1741]
railway-story bbox=[1086, 345, 1504, 998]
reg-bar-black-top bbox=[0, 279, 13, 307]
